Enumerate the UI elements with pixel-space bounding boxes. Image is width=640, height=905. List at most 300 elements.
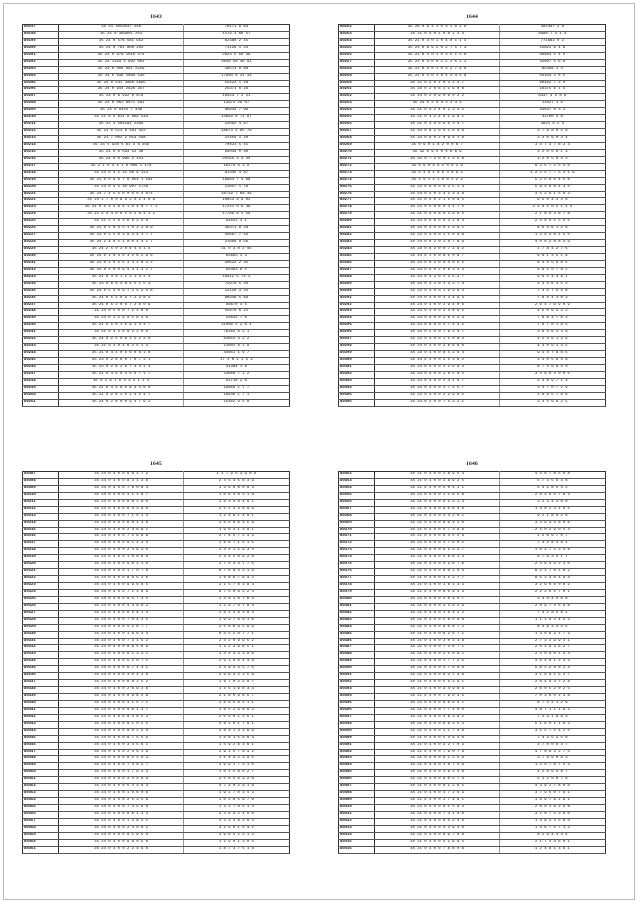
table-row	[339, 149, 606, 156]
longitude-cell: 80683 5 4 5	[499, 52, 605, 59]
point-id-cell: 80217	[23, 163, 59, 170]
longitude-cell: 16964 7 3 98	[183, 177, 289, 184]
longitude-cell: 16375 6 1 4	[499, 87, 605, 94]
longitude-cell: 4 3 9 2 7 8 8 0	[499, 784, 605, 791]
latitude-cell: 35 21 0 4 0 0 7 9 0 3 5	[375, 694, 499, 701]
latitude-cell: 35 21 0 4 0 0 4 8 3 6 2	[375, 714, 499, 721]
table-row	[339, 38, 606, 45]
latitude-cell: 35 24 0 4 0 0 7 1 5 1 4	[59, 513, 183, 520]
latitude-cell: 35 24 0 4 0 0 2 4 9 3 0	[59, 548, 183, 555]
longitude-cell: 9 6 5 4 4 9 1	[499, 274, 605, 281]
longitude-cell: 5 2 5 8 0 4 5 6	[499, 177, 605, 184]
table-row	[339, 548, 606, 555]
latitude-cell: 35 21 0 4 0 0 1 5 2 5 1 2	[375, 59, 499, 66]
table-row	[23, 205, 290, 212]
latitude-cell: 35 24 0 0 583 12 48	[59, 149, 183, 156]
table-row	[23, 617, 290, 624]
point-id-cell: 80325	[23, 596, 59, 603]
longitude-cell: 75978 5 20	[183, 281, 289, 288]
longitude-cell: 17221 0 6 39	[183, 205, 289, 212]
longitude-cell: 1 3 0 2 3 1 0 5	[499, 506, 605, 513]
longitude-cell: 55821 9 4 6	[499, 45, 605, 52]
longitude-cell: 7 3 5 7 9 4 8	[499, 288, 605, 295]
point-id-cell: 80382	[339, 610, 375, 617]
latitude-cell: 35 24 0 4 0 0 9 6 0 5 6	[59, 839, 183, 846]
longitude-cell: 1 8 9 5 9 1 1 1	[183, 700, 289, 707]
longitude-cell: 1 9 6 4 1 3 9 1	[183, 527, 289, 534]
table-row	[23, 485, 290, 492]
latitude-cell: 35 24 0 4 2 0 1 3 2 7 4	[375, 281, 499, 288]
point-id-cell: 80242	[23, 337, 59, 344]
table-row	[23, 832, 290, 839]
table-row	[339, 323, 606, 330]
latitude-cell: 35 24 0 4 0 0 5 2 0 7 1	[59, 659, 183, 666]
longitude-cell: 9 5 0 4 3 4 6	[499, 198, 605, 205]
table-row	[339, 839, 606, 846]
longitude-cell: 1 1 1 9 2 4 5 2	[499, 617, 605, 624]
table-row	[23, 385, 290, 392]
table-row	[23, 115, 290, 122]
point-id-cell: 80284	[339, 247, 375, 254]
longitude-cell: 6 7 9 3 5 1 7	[499, 555, 605, 562]
longitude-cell: 2823 5 56 49	[183, 52, 289, 59]
point-id-cell: 80295	[339, 323, 375, 330]
latitude-cell: 35 21 0 4 0 0 9 0 8 4 0	[375, 506, 499, 513]
latitude-cell: 35 0 9 0 1 8 2 0 0 6 7	[375, 142, 499, 149]
longitude-cell: 1 8 3 4 8 4 6 1	[183, 499, 289, 506]
longitude-cell: 1 3 2 3 9 6 5 1	[183, 645, 289, 652]
point-id-cell: 80372	[339, 541, 375, 548]
table-row	[23, 302, 290, 309]
latitude-cell: 35 24 0 4 0 0 9 0 1 7 2	[59, 472, 183, 479]
latitude-cell: 35 21 0 4 0 0 7 8 8 0 8	[375, 846, 499, 853]
point-id-cell: 80408	[339, 791, 375, 798]
table-row	[23, 825, 290, 832]
longitude-cell: 79264 6 2 1	[183, 330, 289, 337]
latitude-cell: 35 24 0 4 0 0 2 4 8 6 1	[59, 527, 183, 534]
longitude-cell: 1 6 5 2 9 6 6 2	[183, 707, 289, 714]
table-row	[23, 520, 290, 527]
table-row	[339, 247, 606, 254]
point-id-cell: 80331	[23, 638, 59, 645]
table-row	[339, 846, 606, 853]
table-row	[23, 177, 290, 184]
table-row	[339, 818, 606, 825]
longitude-cell: 1 8 7 3 7 5 1 8	[183, 846, 289, 853]
latitude-cell: 35 24 0 4 0 0 1 2 0 9 3	[375, 364, 499, 371]
latitude-cell: 35 21 0 4 0 0 1 8 4 2 2	[375, 610, 499, 617]
point-id-cell: 80267	[339, 129, 375, 136]
table-row	[23, 25, 290, 32]
latitude-cell: 35 24 0 4 0 0 4 1 1 6 7	[59, 492, 183, 499]
point-id-cell: 80268	[339, 136, 375, 143]
latitude-cell: 35 24 0 4 0 0 6 1 3 4 1	[59, 652, 183, 659]
table-row	[339, 506, 606, 513]
point-id-cell: 80283	[339, 240, 375, 247]
longitude-cell: 9 6 5 0 7 8 1	[499, 267, 605, 274]
table-row	[23, 191, 290, 198]
latitude-cell: 35 21 0 4 0 1 0 3 2 7 4 9	[375, 66, 499, 73]
latitude-cell: 35 24 0 4 0 0 8 1 9 5 0	[59, 832, 183, 839]
longitude-cell: 6 2 1 7 6 1 8 2	[499, 569, 605, 576]
longitude-cell: 18946 1 7 1	[183, 392, 289, 399]
longitude-cell: 3 3 6 4 2 4 9 0	[183, 811, 289, 818]
latitude-cell: 35 24 0 2 8 0 0 9 4 7 9 2	[59, 399, 183, 406]
point-id-cell: 80373	[339, 548, 375, 555]
point-id-cell: 80296	[339, 330, 375, 337]
longitude-cell: 1 6 7 0 2 2 9 7	[183, 680, 289, 687]
table-row	[23, 555, 290, 562]
point-id-cell: 80339	[23, 694, 59, 701]
longitude-cell: 17 1 6 1 1 5 2	[183, 358, 289, 365]
latitude-cell: 35 24 0 4 5 30 907 1726	[59, 184, 183, 191]
longitude-cell: 15462 9 5 8	[183, 399, 289, 406]
table-row	[23, 344, 290, 351]
point-id-cell: 80237	[23, 302, 59, 309]
table-row	[339, 351, 606, 358]
point-id-cell: 80312	[23, 506, 59, 513]
longitude-cell: 7 3 2 8 4 9 1	[499, 541, 605, 548]
latitude-cell: 35 24 2 5 0 2 0 6 4 4 1 4	[59, 247, 183, 254]
table-row	[23, 358, 290, 365]
point-id-cell: 80229	[23, 247, 59, 254]
longitude-cell: 18674 5 85 76	[183, 129, 289, 136]
table-row	[339, 631, 606, 638]
latitude-cell: 35 21 0 4 3 0 4 6 0 8 1 0	[59, 351, 183, 358]
latitude-cell: 35 21 0 4 9 0 4 0 0 7 1 7	[59, 371, 183, 378]
table-row	[339, 45, 606, 52]
latitude-cell: 35 24 0 4 0 0 4 3 4 9 3	[375, 295, 499, 302]
table-row	[23, 805, 290, 812]
point-id-cell: 80308	[23, 478, 59, 485]
point-id-cell: 80399	[339, 728, 375, 735]
point-id-cell: 80271	[339, 156, 375, 163]
table-row	[23, 583, 290, 590]
latitude-cell: 35 24 0 4 5 21 09 9 113	[59, 170, 183, 177]
longitude-cell: 95363 6 5	[183, 267, 289, 274]
point-id-cell: 80326	[23, 603, 59, 610]
point-id-cell: 80335	[23, 666, 59, 673]
table-row	[23, 742, 290, 749]
block-title: 1643	[150, 14, 162, 20]
table-row	[339, 115, 606, 122]
point-id-cell: 80346	[23, 742, 59, 749]
longitude-cell: 3 2 6 7 5 3 6 0	[499, 811, 605, 818]
longitude-cell: 1 7 8 4 2 7 5	[499, 247, 605, 254]
point-id-cell: 80334	[23, 659, 59, 666]
point-id-cell: 80256	[339, 52, 375, 59]
latitude-cell: 35 21 0 4 0 0 3 2 7 0 3	[375, 742, 499, 749]
table-row	[23, 645, 290, 652]
table-row	[339, 756, 606, 763]
point-id-cell: 80343	[23, 721, 59, 728]
latitude-cell: 35 24 0 009 061 2219	[59, 66, 183, 73]
table-row	[339, 811, 606, 818]
point-id-cell: 80386	[339, 638, 375, 645]
point-id-cell: 80231	[23, 260, 59, 267]
latitude-cell: 35 21 0 2 0 4 6 2 5 1 3	[59, 344, 183, 351]
longitude-cell: 80462 7 3 0	[499, 80, 605, 87]
latitude-cell: 35 21 0 4 0 0 2 0 3 3 8	[375, 638, 499, 645]
table-row	[339, 399, 606, 406]
longitude-cell: 3 6 4 6 2 3 9	[499, 330, 605, 337]
point-id-cell: 80238	[23, 309, 59, 316]
longitude-cell: 1 3 2 7 8 5 1 4	[183, 805, 289, 812]
longitude-cell: 6 7 4 6 8 4 0	[499, 364, 605, 371]
longitude-cell: 12602 8 1 9	[183, 344, 289, 351]
longitude-cell: 4 9 9 1 7 3 1 0	[183, 763, 289, 770]
latitude-cell: 35 21 0 4 0 0 6 9 7 8 8	[375, 832, 499, 839]
longitude-cell: 1 0 2 8 5 9 7 9	[183, 798, 289, 805]
point-id-cell: 80401	[339, 742, 375, 749]
point-id-cell: 80413	[339, 825, 375, 832]
latitude-cell: 35 21 0 4 0 0 1 7 6 0 2	[375, 541, 499, 548]
point-id-cell: 80366	[339, 499, 375, 506]
table-row	[23, 101, 290, 108]
latitude-cell: 35 21 0 3 2 4 0 1 9 8 1	[375, 115, 499, 122]
longitude-cell: 1 3 0 6 2 1 7 3	[499, 631, 605, 638]
longitude-cell: 8 4 6 3 4 4 5	[499, 624, 605, 631]
point-id-cell: 80359	[23, 832, 59, 839]
table-row	[23, 212, 290, 219]
longitude-cell: 90622 2 35	[183, 260, 289, 267]
table-row	[339, 673, 606, 680]
point-id-cell: 80257	[339, 59, 375, 66]
point-id-cell: 80360	[23, 839, 59, 846]
latitude-cell: 35 0 2 8 1 0 4 3 3 1 1 3	[59, 378, 183, 385]
point-id-cell: 80291	[339, 295, 375, 302]
latitude-cell: 35 24 0 2 0 0 7 9 2 4 7	[375, 330, 499, 337]
table-row	[23, 31, 290, 38]
point-id-cell: 80277	[339, 198, 375, 205]
point-id-cell: 80248	[23, 378, 59, 385]
table-row	[23, 638, 290, 645]
longitude-cell: 16279 6 3 9	[183, 163, 289, 170]
latitude-cell: 35 21 0 6 9 5 0 2 7 5 7 3	[375, 45, 499, 52]
table-row	[23, 811, 290, 818]
table-row	[339, 680, 606, 687]
latitude-cell: 35 21 0 4 0 0 1 6 1 3 3	[375, 583, 499, 590]
longitude-cell: 2 1 8 0 3 8 7 8	[499, 212, 605, 219]
point-id-cell: 80280	[339, 219, 375, 226]
table-row	[339, 177, 606, 184]
longitude-cell: 6 4 4 5 6 8 5	[499, 260, 605, 267]
point-id-cell: 80348	[23, 756, 59, 763]
table-row	[339, 212, 606, 219]
point-id-cell: 80324	[23, 589, 59, 596]
point-id-cell: 80203	[23, 66, 59, 73]
longitude-cell: 18453 7 2 21	[183, 94, 289, 101]
table-row	[23, 219, 290, 226]
latitude-cell: 35 24 0 4 0 0 8 8 1 5 0	[59, 728, 183, 735]
point-id-cell: 80344	[23, 728, 59, 735]
latitude-cell: 35 24 0 5 3 0 9 7 2 5 2 4 6	[59, 288, 183, 295]
latitude-cell: 35 24 0 4 0 0 9 6 1 4 7	[59, 707, 183, 714]
longitude-cell: 2 0 9 0 1 2 5 1	[183, 714, 289, 721]
point-id-cell: 80303	[339, 378, 375, 385]
longitude-cell: 70823 5 41	[183, 142, 289, 149]
longitude-cell: 55679 6 21	[183, 309, 289, 316]
table-row	[23, 378, 290, 385]
table-row	[339, 316, 606, 323]
longitude-cell: 04104 2 8 5	[499, 73, 605, 80]
point-id-cell: 80356	[23, 811, 59, 818]
table-row	[339, 610, 606, 617]
longitude-cell: 1 2 9 0 1 3 0 5	[183, 839, 289, 846]
longitude-cell: 20154 4 3 34	[183, 156, 289, 163]
longitude-cell: 2 4 5 3 5 8 3 9	[183, 478, 289, 485]
latitude-cell: 35 24 0 4 0 0 0 1 3 9 1	[375, 226, 499, 233]
latitude-cell: 35 21 0 4 0 0 2 0 4 5 7	[375, 596, 499, 603]
latitude-cell: 35 24 0 9 6 0 0 3 2 8 4	[375, 219, 499, 226]
table-row	[23, 763, 290, 770]
table-row	[339, 94, 606, 101]
table-row	[23, 87, 290, 94]
latitude-cell: 35 34 0 8 2 0 0 1 6 4 6	[375, 129, 499, 136]
longitude-cell: 2 4 2 0 9 9 5 2	[183, 638, 289, 645]
point-id-cell: 80244	[23, 351, 59, 358]
latitude-cell: 35 24 0 4 0 0 7 4 5 9 0	[59, 805, 183, 812]
latitude-cell: 35 21 0 4 0 0 5 5 3 9 1	[375, 680, 499, 687]
point-id-cell: 80230	[23, 253, 59, 260]
longitude-cell: 42633 7 6	[183, 316, 289, 323]
latitude-cell: 35 21 0 4 0 0 2 1 7 3 6	[375, 728, 499, 735]
point-id-cell: 80297	[339, 337, 375, 344]
point-id-cell: 80407	[339, 784, 375, 791]
point-id-cell: 80379	[339, 589, 375, 596]
latitude-cell: 35 21 0 4 0 0 2 5 0 9 1	[375, 652, 499, 659]
table-row	[339, 492, 606, 499]
table-row	[23, 548, 290, 555]
table-row	[339, 652, 606, 659]
table-row	[339, 129, 606, 136]
table-row	[339, 240, 606, 247]
table-row	[23, 666, 290, 673]
point-id-cell: 80236	[23, 295, 59, 302]
latitude-cell: 35 24 0 4 0 0 1 7 9 2 3	[59, 770, 183, 777]
latitude-cell: 35 21 0 4 0 0 3 9 2 3 0	[375, 770, 499, 777]
table-row	[339, 687, 606, 694]
latitude-cell: 35 24 0 4 0 0 4 5 3 6 2	[375, 358, 499, 365]
table-row	[339, 791, 606, 798]
longitude-cell: 6 7 6 8 4 3 1 9	[183, 569, 289, 576]
coordinate-table	[22, 471, 290, 854]
longitude-cell: 17603 6 21 33	[183, 73, 289, 80]
longitude-cell: 1 4 5 1 9 6 3 3	[183, 687, 289, 694]
longitude-cell: 42697 5 6 6	[499, 59, 605, 66]
point-id-cell: 80351	[23, 777, 59, 784]
longitude-cell: 1 2 2 5 7 7 5 2 1 9	[499, 170, 605, 177]
longitude-cell: 44651 1 6 7	[183, 351, 289, 358]
point-id-cell: 80260	[339, 80, 375, 87]
table-row	[339, 233, 606, 240]
block-title: 1646	[466, 461, 478, 467]
latitude-cell: 35 24 0 369901 253	[59, 31, 183, 38]
point-id-cell: 80305	[339, 392, 375, 399]
block-title: 1644	[466, 14, 478, 20]
latitude-cell: 35 24 0 4 0 0 8 5 2 6 4	[375, 351, 499, 358]
table-row	[23, 791, 290, 798]
longitude-cell: 7 4 3 5 2 5 6	[499, 735, 605, 742]
latitude-cell: 35 24 0 4 0 0 7 6 0 9 4	[59, 485, 183, 492]
table-row	[23, 589, 290, 596]
latitude-cell: 35 24 0 4 0 0 3 4 5 6 1	[59, 742, 183, 749]
longitude-cell: 3 4 0 5 8 4 8	[499, 358, 605, 365]
table-row	[339, 371, 606, 378]
latitude-cell: 35 21 0 4 0 0 7 4 1 9 0	[375, 811, 499, 818]
point-id-cell: 80340	[23, 700, 59, 707]
longitude-cell: 1 0 8 3 6 3 1 8	[183, 492, 289, 499]
latitude-cell: 35 21 0 4 9 0 9 0 3 4 7	[375, 122, 499, 129]
point-id-cell: 80286	[339, 260, 375, 267]
longitude-cell: 4 6 4 8 1 2 3 3	[499, 659, 605, 666]
point-id-cell: 80250	[23, 392, 59, 399]
longitude-cell: 4 7 3 0 2 9 1 8	[183, 784, 289, 791]
latitude-cell: 35 24 0 8 2 0 0 7 2 9 2	[375, 247, 499, 254]
longitude-cell: 5 9 4 8 8 4 3 5	[499, 184, 605, 191]
longitude-cell: 76171 8 84	[183, 25, 289, 32]
table-row	[339, 735, 606, 742]
table-row	[23, 721, 290, 728]
table-row	[339, 763, 606, 770]
point-id-cell: 80269	[339, 142, 375, 149]
latitude-cell: 35 24 0 8 2 0 1 0 7 8 9	[375, 240, 499, 247]
table-row	[339, 358, 606, 365]
point-id-cell: 80393	[339, 687, 375, 694]
latitude-cell: 35 21 0 4 0 1 0 4 0 1 1 4	[375, 38, 499, 45]
table-row	[23, 784, 290, 791]
latitude-cell: 35 24 0 4 0 0 1 0 6 0 6	[59, 791, 183, 798]
table-row	[339, 378, 606, 385]
point-id-cell: 80304	[339, 385, 375, 392]
table-row	[23, 770, 290, 777]
point-id-cell: 80321	[23, 569, 59, 576]
longitude-cell: 381407 2 8	[499, 25, 605, 32]
point-id-cell: 80404	[339, 763, 375, 770]
point-id-cell: 80322	[23, 576, 59, 583]
point-id-cell: 80272	[339, 163, 375, 170]
latitude-cell: 35 21 7 002 2 014 168	[59, 136, 183, 143]
longitude-cell: 63044 0 40	[183, 149, 289, 156]
latitude-cell: 35 21 0 4 0 0 4 8 9 2 5	[375, 478, 499, 485]
latitude-cell: 35 21 0 4 0 0 6 9 4 1 0	[375, 520, 499, 527]
latitude-cell: 35 21 0 1 0 5 5 3 4 1 8 3 2	[59, 260, 183, 267]
longitude-cell: 2 9 1 8 0 4 4 8	[183, 659, 289, 666]
latitude-cell: 35 34 0 9 0 2 0 9 4 1 6	[375, 136, 499, 143]
latitude-cell: 35 24 0 576 561 952	[59, 38, 183, 45]
longitude-cell: 3 4 7 3 7 6 2 3	[499, 142, 605, 149]
latitude-cell: 35 24 0 4 0 0 9 9 6 8 5	[59, 583, 183, 590]
latitude-cell: 35 24 0 4 0 0 2 6 1 2 4	[375, 316, 499, 323]
longitude-cell: 34637 0 3 2	[499, 108, 605, 115]
table-row	[339, 267, 606, 274]
table-row	[23, 142, 290, 149]
table-row	[23, 295, 290, 302]
point-id-cell: 80388	[339, 652, 375, 659]
table-row	[23, 735, 290, 742]
latitude-cell: 35 24 0 4 0 0 9 6 3 1 9	[59, 562, 183, 569]
table-row	[339, 714, 606, 721]
longitude-cell: 2 0 2 8 3 6 2 7	[499, 645, 605, 652]
table-row	[339, 832, 606, 839]
table-row	[23, 309, 290, 316]
longitude-cell: 8 7 5 0 9 2 2 3	[183, 589, 289, 596]
point-id-cell: 80262	[339, 94, 375, 101]
longitude-cell: 2646 56 46 91	[183, 59, 289, 66]
latitude-cell: 35 24 0 4 0 0 6 6 1 3 4	[59, 811, 183, 818]
point-id-cell: 80349	[23, 763, 59, 770]
latitude-cell: 35 24 0 5 4 5 9 4 1 0 4 0 7 7 1	[59, 205, 183, 212]
